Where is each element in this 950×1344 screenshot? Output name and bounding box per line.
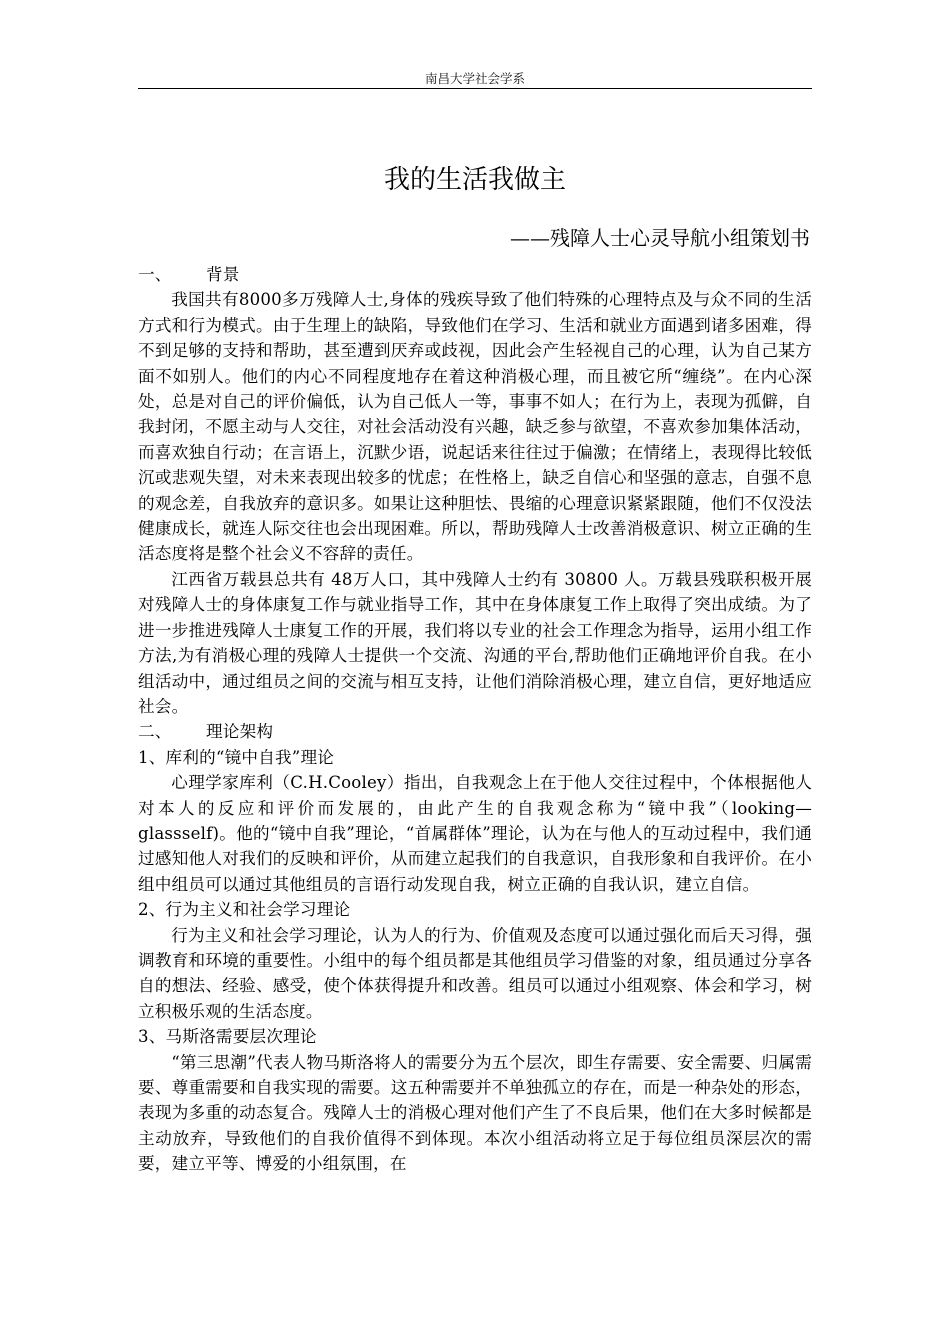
- document-title: 我的生活我做主: [383, 165, 566, 195]
- subsection-paragraph-behaviorism: 行为主义和社会学习理论，认为人的行为、价值观及态度可以通过强化而后天习得，强调教育和环境的重要性。小组中的每个组员都是其他组员学习借鉴的对象，组员通过分享各自的想法、经验、感受，使个体获得提升和改善。组员可以通过小组观察、体会和学习，树立积极乐观的生活态度。: [138, 925, 812, 1021]
- section-heading-theory: [138, 719, 812, 744]
- subsection-paragraph-maslow: “第三思潮”代表人物马斯洛将人的需要分为五个层次，即生存需要、安全需要、归属需要、尊重需要和自我实现的需要。这五种需要并不单独孤立的存在，而是一种杂处的形态，表现为多重的动态复合。残障人士的消极心理对他们产生了不良后果，他们在大多时候都是主动放弃，导致他们的自我价值得不到体现。本次小组活动将立足于每位组员深层次的需要，建立平等、博爱的小组氛围，在: [138, 1052, 812, 1174]
- subsection-heading-cooley: 1、库利的“镜中自我”理论: [138, 747, 335, 767]
- section-heading-background: [138, 262, 812, 287]
- document-body: [138, 262, 812, 1177]
- document-subtitle: ——残障人士心灵导航小组策划书: [510, 226, 810, 250]
- header-rule: [138, 88, 812, 89]
- subsection-heading-behaviorism: 2、行为主义和社会学习理论: [138, 900, 351, 920]
- section-number: 一、: [138, 265, 172, 284]
- background-paragraph-1: 我国共有8000多万残障人士,身体的残疾导致了他们特殊的心理特点及与众不同的生活方式和行为模式。由于生理上的缺陷，导致他们在学习、生活和就业方面遇到诸多困难，得不到足够的支持和帮助，甚至遭到厌弃或歧视，因此会产生轻视自己的心理，认为自己某方面不如别人。他们的内心不同程度地存在着这种消极心理，而且被它所“缠绕”。在内心深处，总是对自己的评价偏低，认为自己低人一等，事事不如人；在行为上，表现为孤僻，自我封闭，不愿主动与人交往，对社会活动没有兴趣，缺乏参与欲望，不喜欢参加集体活动，而喜欢独自行动；在言语上，沉默少语，说起话来往往过于偏激；在情绪上，表现得比较低沉或悲观失望，对未来表现出较多的忧虑；在性格上，缺乏自信心和坚强的意志，自强不息的观念差，自我放弃的意识多。如果让这种胆怯、畏缩的心理意识紧紧跟随，他们不仅没法健康成长，就连人际交往也会出现困难。所以，帮助残障人士改善消极意识、树立正确的生活态度将是整个社会义不容辞的责任。: [138, 290, 812, 564]
- subsection-heading-maslow: 3、马斯洛需要层次理论: [138, 1027, 317, 1047]
- subsection-paragraph-cooley: 心理学家库利（C.H.Cooley）指出，自我观念上在于他人交往过程中，个体根据他人对本人的反应和评价而发展的，由此产生的自我观念称为“镜中我”（looking—glassself)。他的“镜中自我”理论，“首属群体”理论，认为在与他人的互动过程中，我们通过感知他人对我们的反映和评价，从而建立起我们的自我意识，自我形象和自我评价。在小组中组员可以通过其他组员的言语行动发现自我，树立正确的自我认识，建立自信。: [138, 773, 812, 894]
- section-title: 理论架构: [206, 722, 274, 742]
- section-title: 背景: [206, 265, 240, 284]
- running-header: 南昌大学社会学系: [424, 71, 525, 86]
- section-number: 二、: [138, 722, 172, 742]
- background-paragraph-2: 江西省万载县总共有 48万人口，其中残障人士约有 30800 人。万载县残联积极开展对残障人士的身体康复工作与就业指导工作，其中在身体康复工作上取得了突出成绩。为了进一步推进残障人士康复工作的开展，我们将以专业的社会工作理念为指导，运用小组工作方法,为有消极心理的残障人士提供一个交流、沟通的平台,帮助他们正确地评价自我。在小组活动中，通过组员之间的交流与相互支持，让他们消除消极心理，建立自信，更好地适应社会。: [138, 569, 812, 716]
